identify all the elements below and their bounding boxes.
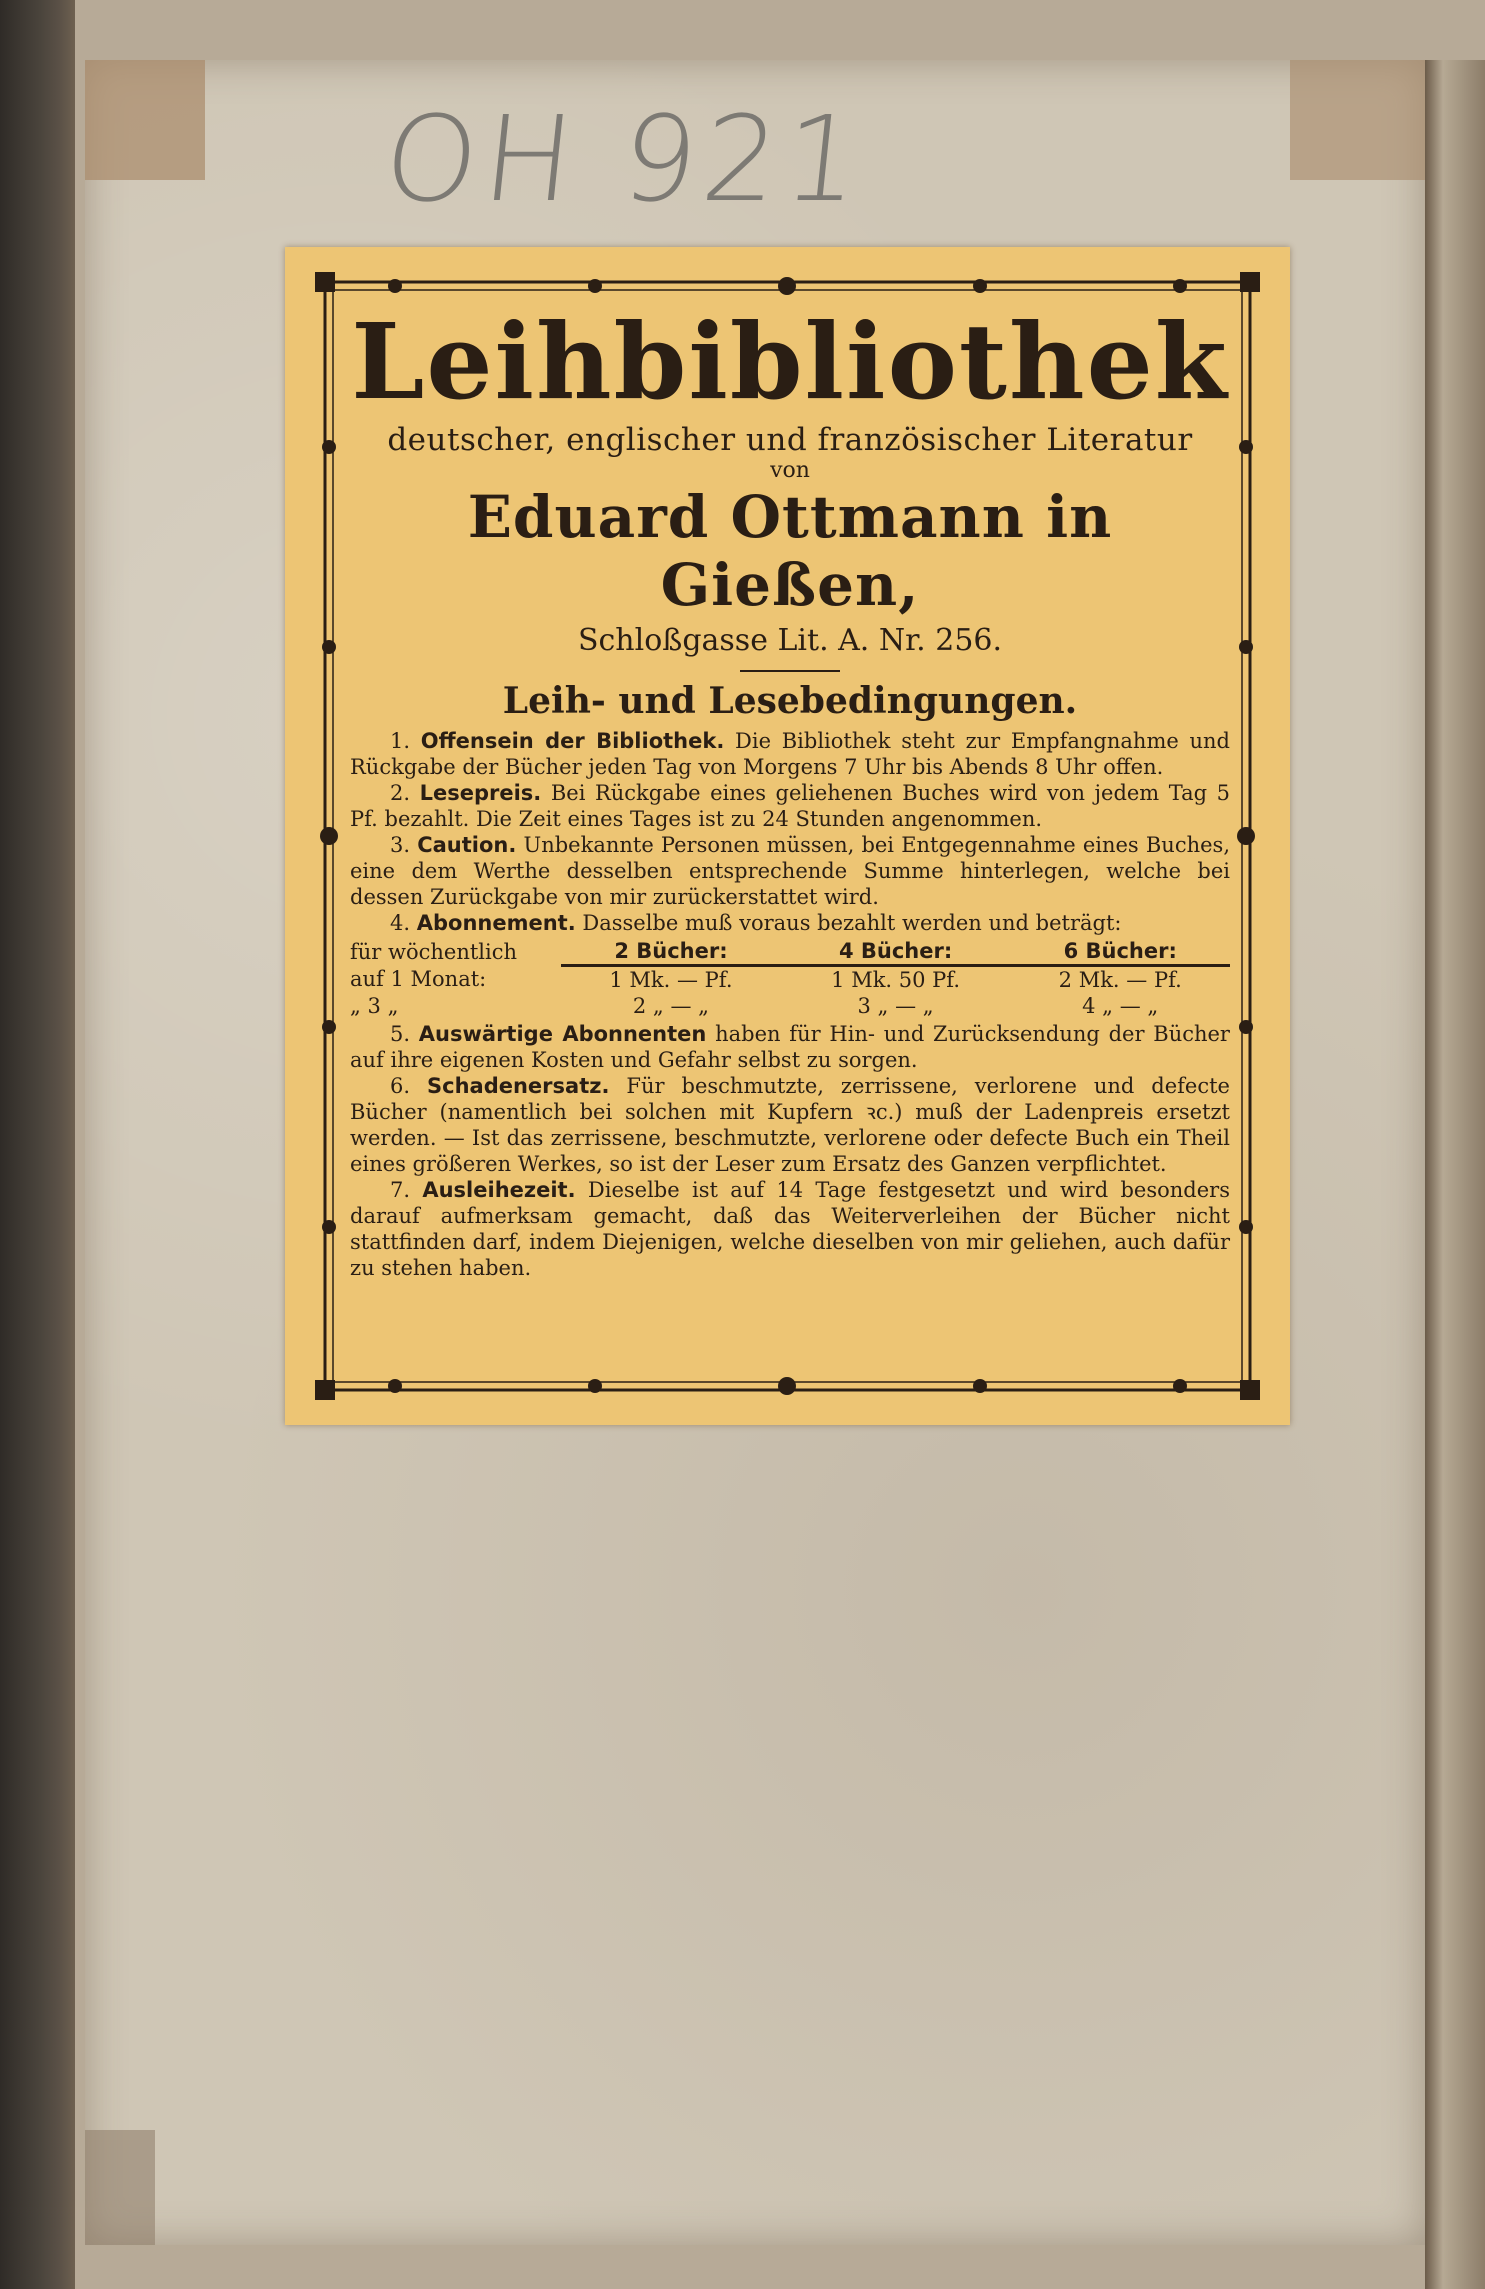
terms-heading: Leih- und Lesebedingungen.: [502, 680, 1078, 723]
fee-header-cell: 2 Bücher:: [561, 938, 781, 966]
label-title: Leihbibliothek: [351, 300, 1229, 423]
label-content: [350, 300, 1230, 1281]
clause-6: 6. Schadenersatz. Für beschmutzte, zerrissene, verlorene und defecte Bücher (namentlich bei solchen mit Kupfern ꝛc.) muß der Ladenpreis ersetzt werden. — Ist das zerrissene, beschmutzte, verlorene oder defecte Buch ein Theil eines größeren Werkes, so ist der Leser zum Ersatz des Ganzen verpflichtet.: [350, 1074, 1230, 1177]
fee-header-cell: 6 Bücher:: [1010, 938, 1230, 966]
fee-row: [350, 966, 1230, 994]
fee-cell: auf 1 Monat:: [350, 967, 487, 992]
fee-table-header: [350, 938, 1230, 966]
fee-cell: „ 3 „: [350, 994, 399, 1019]
label-von: von: [770, 458, 810, 484]
fee-table: [350, 938, 1230, 1019]
pencil-shelfmark: OH 921: [377, 90, 873, 228]
leather-corner-bottom-left: [85, 2130, 155, 2245]
fee-cell: 3 „ — „: [857, 994, 934, 1019]
clause-5: 5. Auswärtige Abonnenten haben für Hin- und Zurücksendung der Bücher auf ihre eigenen Kosten und Gefahr selbst zu sorgen.: [350, 1022, 1230, 1073]
label-owner: Eduard Ottmann in Gießen,: [467, 483, 1113, 620]
fee-header-cell: für wöchentlich: [350, 939, 518, 964]
opposite-page-edge: [1425, 60, 1485, 2289]
clause-3: 3. Caution. Unbekannte Personen müssen, bei Entgegennahme eines Buches, eine dem Werthe desselben entsprechende Summe hinterlegen, welche bei dessen Zurückgabe von mir zurückerstattet wird.: [350, 833, 1230, 910]
label-address: Schloßgasse Lit. A. Nr. 256.: [577, 623, 1003, 659]
clause-4: 4. Abonnement. Dasselbe muß voraus bezahlt werden und beträgt:: [390, 911, 1122, 936]
fee-cell: 2 „ — „: [632, 994, 710, 1019]
fee-cell: 1 Mk. — Pf.: [609, 968, 733, 993]
fee-cell: 4 „ — „: [1082, 994, 1159, 1019]
clause-7: 7. Ausleihezeit. Dieselbe ist auf 14 Tage festgesetzt und wird besonders darauf aufmerksam gemacht, daß das Weiterverleihen der Bücher nicht stattfinden darf, indem Diejenigen, welche dieselben von mir geliehen, auch dafür zu stehen haben.: [350, 1178, 1230, 1281]
label-subtitle: deutscher, englischer und französischer Literatur: [387, 422, 1193, 459]
fee-header-cell: 4 Bücher:: [781, 938, 1011, 966]
fee-cell: 1 Mk. 50 Pf.: [831, 968, 960, 993]
fee-cell: 2 Mk. — Pf.: [1058, 968, 1182, 993]
clause-2: 2. Lesepreis. Bei Rückgabe eines geliehenen Buches wird von jedem Tag 5 Pf. bezahlt. Die Zeit eines Tages ist zu 24 Stunden angenommen.: [350, 781, 1230, 832]
leather-corner-top-left: [85, 60, 205, 180]
leather-corner-top-right: [1290, 60, 1425, 180]
divider: [740, 670, 840, 672]
fee-row: [350, 993, 1230, 1019]
clause-1: 1. Offensein der Bibliothek. Die Bibliothek steht zur Empfangnahme und Rückgabe der Bücher jeden Tag von Morgens 7 Uhr bis Abends 8 Uhr offen.: [350, 729, 1230, 780]
library-label: [285, 247, 1290, 1425]
